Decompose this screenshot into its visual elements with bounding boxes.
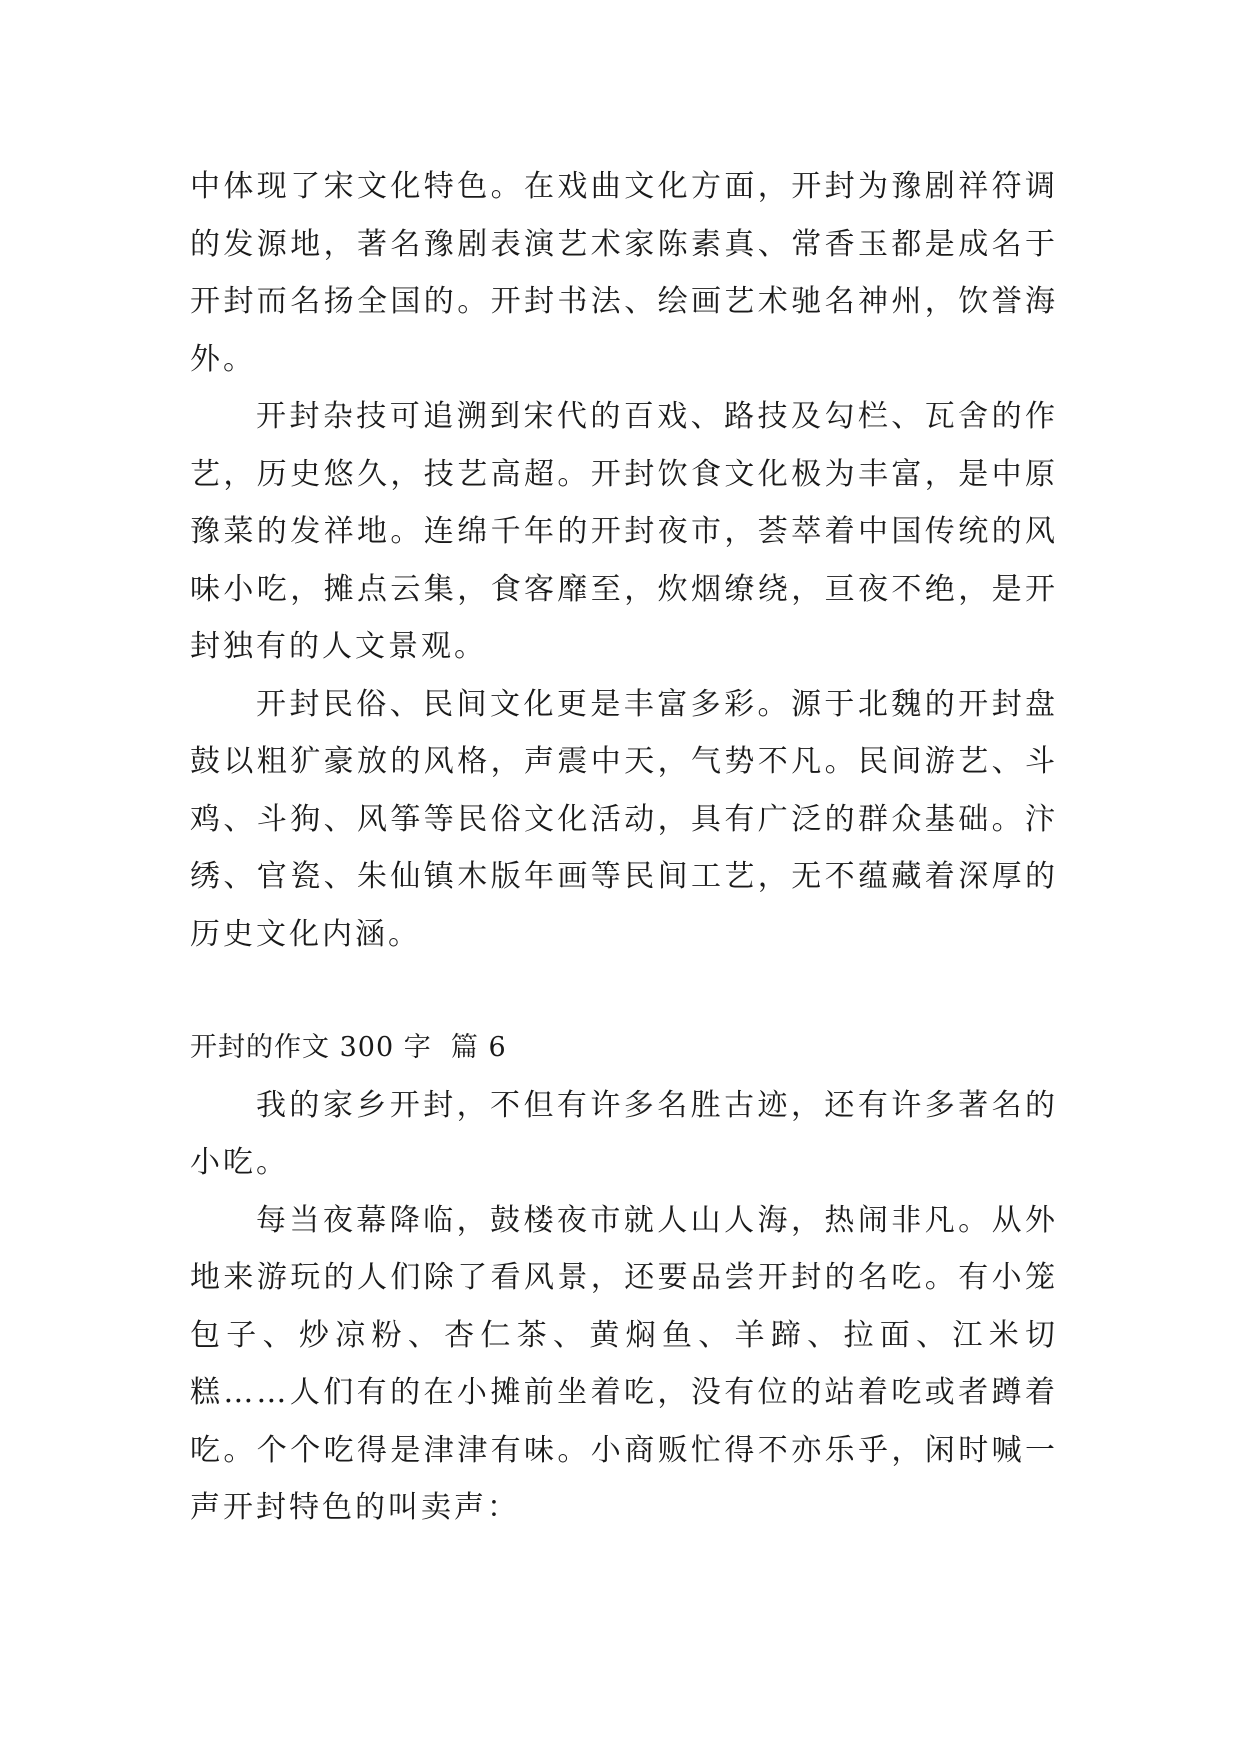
paragraph-song-culture: 中体现了宋文化特色。在戏曲文化方面，开封为豫剧祥符调的发源地，著名豫剧表演艺术家陈素真、常香玉都是成名于开封而名扬全国的。开封书法、绘画艺术驰名神州，饮誉海外。 xyxy=(190,169,1058,377)
section-heading: 开封的作文 300 字 篇 6 xyxy=(190,1032,507,1063)
document-body xyxy=(190,158,1058,1537)
paragraph-night-market: 每当夜幕降临，鼓楼夜市就人山人海，热闹非凡。从外地来游玩的人们除了看风景，还要品尝开封的名吃。有小笼包子、炒凉粉、杏仁茶、黄焖鱼、羊蹄、拉面、江米切糕……人们有的在小摊前坐着吃，没有位的站着吃或者蹲着吃。个个吃得是津津有味。小商贩忙得不亦乐乎，闲时喊一声开封特色的叫卖声： xyxy=(190,1202,1058,1525)
paragraph-hometown: 我的家乡开封，不但有许多名胜古迹，还有许多著名的小吃。 xyxy=(190,1087,1058,1180)
paragraph-acrobatics-food: 开封杂技可追溯到宋代的百戏、路技及勾栏、瓦舍的作艺，历史悠久，技艺高超。开封饮食文化极为丰富，是中原豫菜的发祥地。连绵千年的开封夜市，荟萃着中国传统的风味小吃，摊点云集，食客靡至，炊烟缭绕，亘夜不绝，是开封独有的人文景观。 xyxy=(190,399,1058,664)
paragraph-folk-culture: 开封民俗、民间文化更是丰富多彩。源于北魏的开封盘鼓以粗犷豪放的风格，声震中天，气势不凡。民间游艺、斗鸡、斗狗、风筝等民俗文化活动，具有广泛的群众基础。汴绣、官瓷、朱仙镇木版年画等民间工艺，无不蕴藏着深厚的历史文化内涵。 xyxy=(190,686,1058,952)
